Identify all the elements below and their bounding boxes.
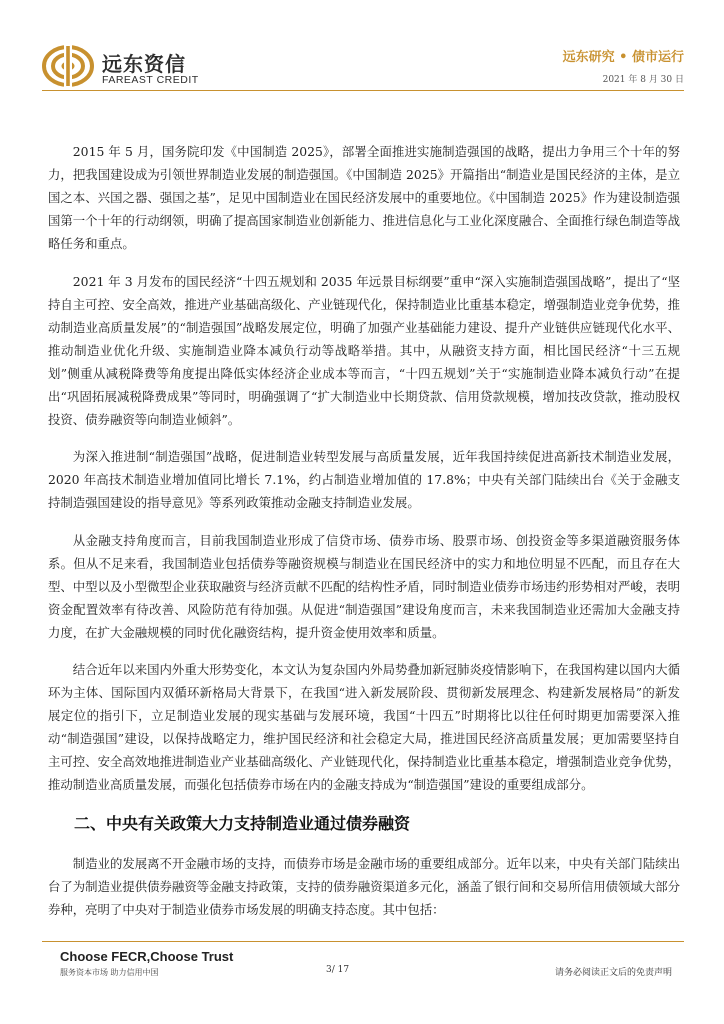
footer-disclaimer: 请务必阅读正文后的免责声明 (554, 968, 672, 978)
body-paragraph-5: 结合近年以来国内外重大形势变化，本文认为复杂国内外局势叠加新冠肺炎疫情影响下，在我国构建以国内大循环为主体、国际国内双循环新格局大背景下，在我国“进入新发展阶段、贯彻新发展理念、构建新发展格局”的新发展定位的指引下，立足制造业发展的现实基础与发展环境，我国“十四五”时期将比以往任何时期更加需要深入推动“制造强国”建设，以保持战略定力，维护国民经济和社会稳定大局，推进国民经济高质量发展；更加需要坚持自主可控、安全高效地推进制造业产业基础高级化、产业链现代化，保持制造业比重基本稳定，增强制造业竞争优势，推动制造业高质量发展，而强化包括债券市场在内的金融支持成为“制造强国”建设的重要组成部分。 (48, 662, 680, 792)
footer-divider (42, 941, 684, 942)
company-logo (42, 44, 242, 92)
footer-slogan: Choose FECR,Choose Trust (60, 949, 234, 964)
page-number: 3/ 17 (326, 965, 350, 975)
document-body (48, 140, 680, 935)
logo-english-name: FAREAST CREDIT (102, 74, 199, 86)
report-date: 2021 年 8 月 30 日 (602, 75, 684, 85)
body-paragraph-2: 2021 年 3 月发布的国民经济“十四五规划和 2035 年远景目标纲要”重申“深入实施制造强国战略”，提出了“坚持自主可控、安全高效，推进产业基础高级化、产业链现代化，保持制造业比重基本稳定，增强制造业竞争优势，推动制造业高质量发展”的“制造强国”战略发展定位，明确了加强产业基础能力建设、提升产业链供应链现代化水平、推动制造业优化升级、实施制造业降本减负行动等战略举措。其中，从融资支持方面，相比国民经济“十三五规划”侧重从减税降费等角度提出降低实体经济企业成本等而言，“十四五规划”关于“实施制造业降本减负行动”在提出“巩固拓展减税降费成果”等同时，明确强调了“扩大制造业中长期贷款、信用贷款规模，增加技改贷款，推动股权投资、债券融资等向制造业倾斜”。 (48, 273, 680, 427)
body-paragraph-4: 从金融支持角度而言，目前我国制造业形成了信贷市场、债券市场、股票市场、创投资金等多渠道融资服务体系。但从不足来看，我国制造业包括债券等融资规模与制造业在国民经济中的实力和地位明显不匹配，而且存在大型、中型以及小型微型企业获取融资与经济贡献不匹配的结构性矛盾，同时制造业债券市场违约形势相对严峻，表明资金配置效率有待改善、风险防范有待加强。从促进“制造强国”建设角度而言，未来我国制造业还需加大金融支持力度，在扩大金融规模的同时优化融资结构，提升资金使用效率和质量。 (48, 532, 680, 640)
report-series-title: 远东研究 • 债市运行 (562, 50, 684, 65)
logo-mark-icon (42, 44, 94, 88)
footer-subslogan: 服务资本市场 助力信用中国 (60, 968, 159, 977)
section-heading: 二、中央有关政策大力支持制造业通过债券融资 (74, 813, 411, 833)
logo-chinese-name: 远东资信 (102, 52, 186, 76)
page-header (0, 0, 724, 100)
body-paragraph-1: 2015 年 5 月，国务院印发《中国制造 2025》，部署全面推进实施制造强国的战略，提出力争用三个十年的努力，把我国建设成为引领世界制造业发展的制造强国。《中国制造 2025》开篇指出“制造业是国民经济的主体，是立国之本、兴国之器、强国之基”，足见中国制造业在国民经济发展中的重要地位。《中国制造 2025》作为建设制造强国第一个十年的行动纲领，明确了提高国家制造业创新能力、推进信息化与工业化深度融合、全面推行绿色制造等战略任务和重点。 (48, 144, 680, 251)
section-paragraph: 制造业的发展离不开金融市场的支持，而债券市场是金融市场的重要组成部分。近年以来，中央有关部门陆续出台了为制造业提供债券融资等金融支持政策，支持的债券融资渠道多元化，涵盖了银行间和交易所信用债领域大部分券种，亮明了中央对于制造业债券市场发展的明确支持态度。其中包括： (48, 855, 680, 917)
header-divider (42, 90, 684, 91)
body-paragraph-3: 为深入推进制“制造强国”战略，促进制造业转型发展与高质量发展，近年我国持续促进高新技术制造业发展，2020 年高技术制造业增加值同比增长 7.1%，约占制造业增加值的 17.8%；中央有关部门陆续出台《关于金融支持制造强国建设的指导意见》等系列政策推动金融支持制造业发展。 (48, 449, 680, 510)
